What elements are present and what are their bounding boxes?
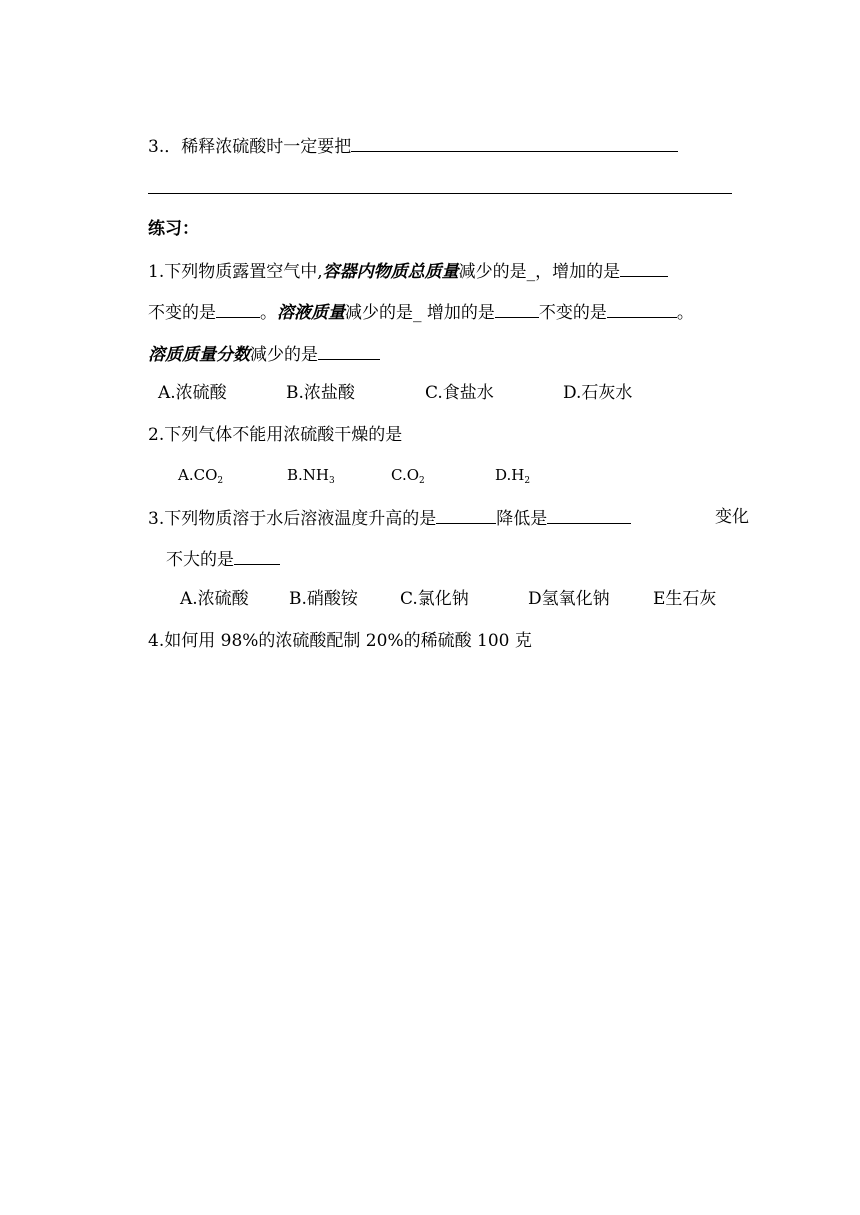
q3-option-e: E生石灰 [653, 589, 717, 609]
q1-option-a: A.浓硫酸 [158, 383, 227, 403]
q1-text8: 减少的是 [250, 345, 318, 365]
section3-line [148, 134, 678, 158]
q3-option-c: C.氯化钠 [400, 589, 469, 609]
q3-line2 [166, 547, 280, 571]
q1-option-d: D.石灰水 [563, 383, 633, 403]
q3-option-d: D氢氧化钠 [528, 589, 610, 609]
q3-blank-fall[interactable] [547, 506, 631, 524]
q1-blank-unchanged[interactable] [216, 300, 260, 318]
q1-option-c: C.食盐水 [425, 383, 494, 403]
q3-option-a: A.浓硫酸 [180, 589, 249, 609]
q1-text3: 不变的是 [148, 303, 216, 323]
q2-option-d: $D.H_2$ [495, 466, 531, 486]
q1-blank-increase[interactable] [620, 259, 668, 277]
q1-number: 1. [148, 262, 165, 282]
q3-text2: 降低是 [496, 509, 548, 529]
q1-line2 [148, 300, 694, 324]
q1-option-b: B.浓盐酸 [286, 383, 355, 403]
q3-text3: 变化 [715, 507, 749, 527]
section3-text: 3.．稀释浓硫酸时一定要把 [148, 137, 352, 157]
q4-line: 4.如何用 98%的浓硫酸配制 20%的稀硫酸 100 克 [148, 631, 532, 651]
q1-emphasis-solution-mass: 溶液质量 [277, 303, 345, 323]
q2-line: 2.下列气体不能用浓硫酸干燥的是 [148, 425, 403, 445]
q1-text6: 不变的是 [538, 303, 607, 323]
q1-text7: 。 [676, 303, 694, 323]
q3-line1 [148, 506, 631, 530]
q1-blank-fraction-decrease[interactable] [318, 342, 380, 360]
q1-blank-solution-unchanged[interactable] [607, 300, 677, 318]
q1-text4: 。 [260, 303, 277, 323]
q1-line3 [148, 342, 380, 366]
q1-text2: 减少的是_，增加的是 [458, 262, 621, 282]
q3-text1: 3.下列物质溶于水后溶液温度升高的是 [148, 509, 437, 529]
q2-option-b: $B.NH_3$ [287, 466, 335, 486]
q1-emphasis-mass-fraction: 溶质质量分数 [148, 345, 250, 365]
q1-emphasis-total-mass: 容器内物质总质量 [322, 262, 459, 282]
q1-text1: 下列物质露置空气中, [164, 262, 323, 282]
q3-option-b: B.硝酸铵 [289, 589, 358, 609]
q3-text4: 不大的是 [166, 550, 234, 570]
q1-text5: 减少的是_ 增加的是 [345, 303, 495, 323]
section3-answer-blank[interactable] [351, 134, 678, 152]
q3-blank-little-change[interactable] [234, 547, 280, 565]
q1-blank-solution-increase[interactable] [495, 300, 539, 318]
q1-line1 [148, 259, 668, 283]
q2-option-a: $A.CO_2$ [178, 466, 224, 486]
section3-answer-rule[interactable] [148, 193, 732, 194]
practice-heading: 练习： [148, 219, 199, 239]
q3-blank-rise[interactable] [436, 506, 496, 524]
q2-option-c: $C.O_2$ [391, 466, 425, 486]
